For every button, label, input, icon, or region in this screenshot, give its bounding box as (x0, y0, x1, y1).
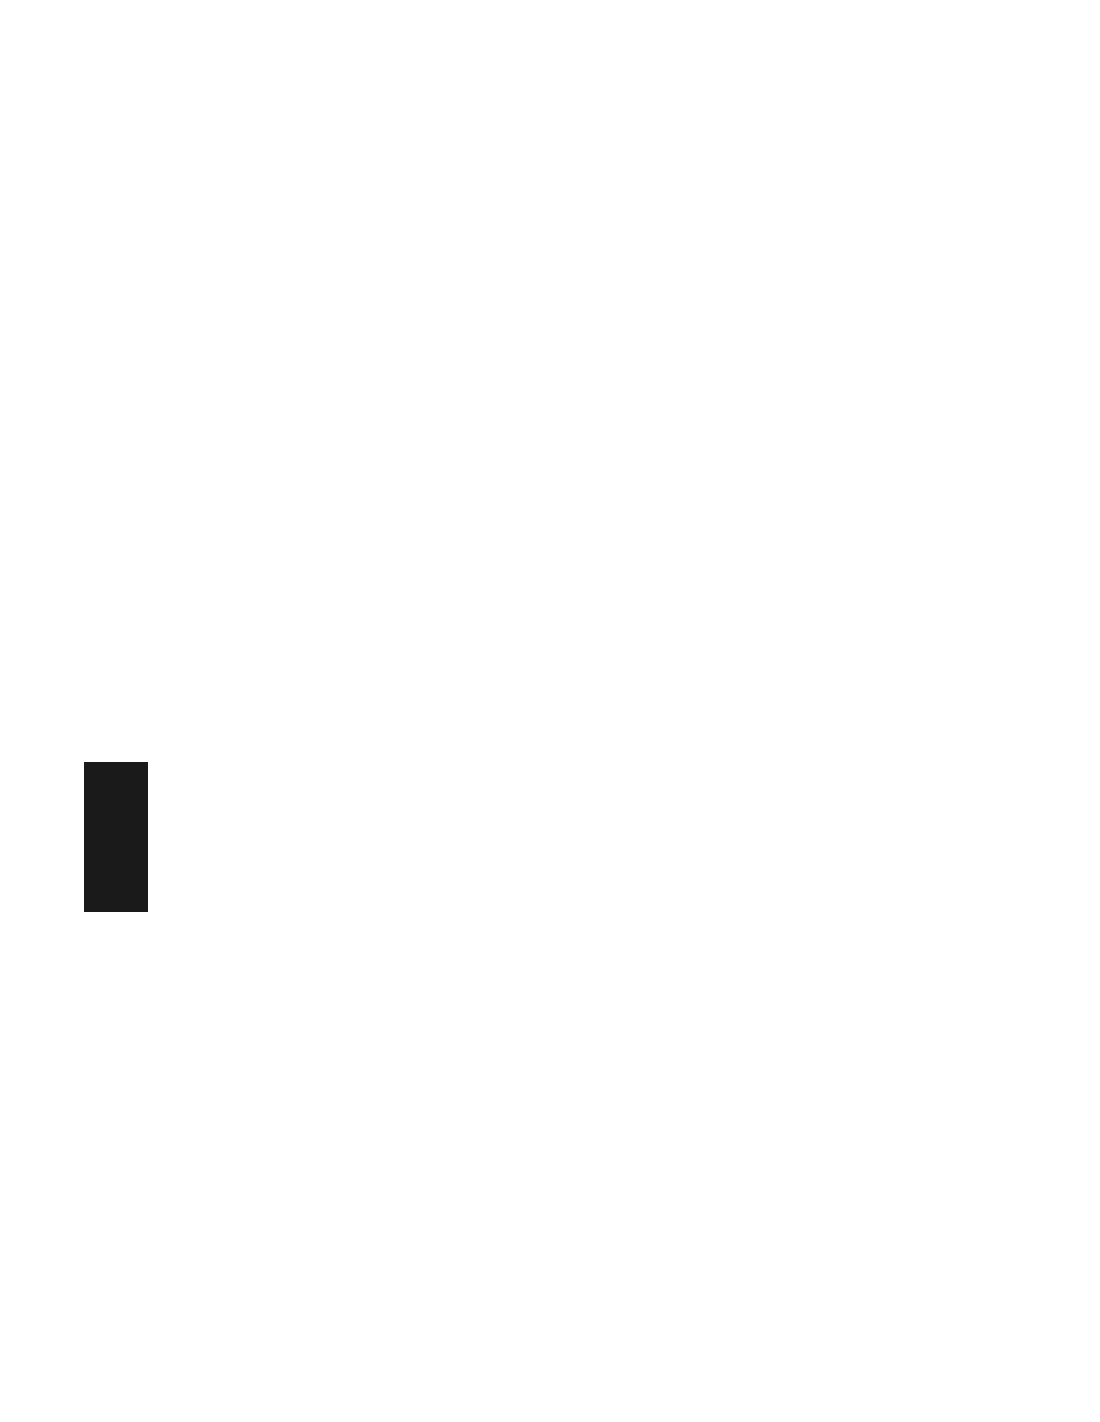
copyright-notice (848, 80, 849, 640)
